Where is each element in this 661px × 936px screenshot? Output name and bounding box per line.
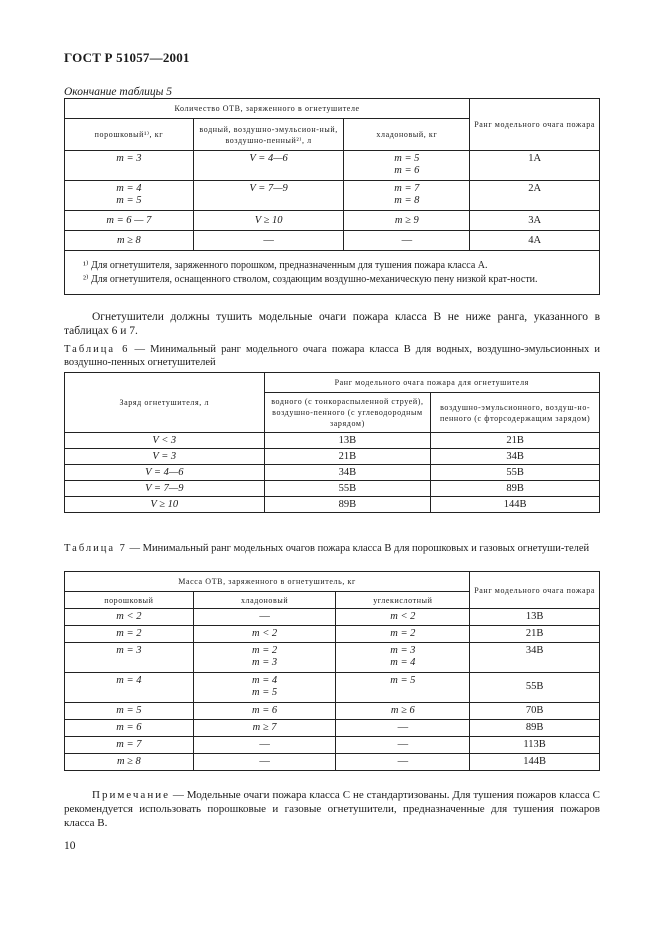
note-text: — Модельные очаги пожара класса С не стандартизованы. Для тушения пожаров класса С рекомендуется использовать порошковые и газовые огнетушители, предназначенные для тушения пожаров класса В. — [64, 789, 600, 829]
table6-group-header: Ранг модельного очага пожара для огнетушителя — [264, 373, 599, 393]
table-row — [65, 754, 600, 771]
note-paragraph — [64, 788, 600, 830]
table6-caption — [64, 343, 600, 369]
table-row — [65, 626, 600, 643]
table7-cell: m ≥ 6 — [336, 703, 470, 720]
table6-caption-text: — Минимальный ранг модельного очага пожара класса В для водных, воздушно-эмульсионных и воздушно-пенных огнетушителей — [64, 344, 600, 368]
footnote-2: ²⁾ Для огнетушителя, оснащенного стволом, создающим воздушно-механическую пену низкой крат-ности. — [83, 273, 538, 285]
table-row — [65, 231, 600, 251]
table-row — [65, 465, 600, 481]
table-row — [65, 720, 600, 737]
table5-cell: V ≥ 10 — [193, 211, 344, 231]
table6-cell: 144B — [431, 497, 600, 513]
table5-group-header: Количество ОТВ, заряженного в огнетушителе — [65, 99, 470, 119]
table6-cell: 55B — [264, 481, 431, 497]
table6-cell: V = 3 — [65, 449, 265, 465]
table6-cell: V ≥ 10 — [65, 497, 265, 513]
table-row — [65, 181, 600, 211]
table5-powder-header: порошковый¹⁾, кг — [65, 119, 194, 151]
table-row — [65, 449, 600, 465]
table7-cell: m = 2 m = 3 — [193, 643, 336, 673]
table6-emulsion-header: воздушно-эмульсионного, воздуш-но-пенного (с фторсодержащим зарядом) — [431, 393, 600, 433]
table5-footnotes — [65, 251, 600, 295]
table6-water-header: водного (с тонкораспыленной струей), воздушно-пенного (с углеводородным зарядом) — [264, 393, 431, 433]
table7-cell: m = 2 — [65, 626, 194, 643]
page-number: 10 — [64, 840, 76, 852]
table5-cell: V = 7—9 — [193, 181, 344, 211]
table7-cell: m = 7 — [65, 737, 194, 754]
footnote-1: ¹⁾ Для огнетушителя, заряженного порошком, предназначенным для тушения пожара класса А. — [83, 259, 488, 271]
table6-cell: V = 7—9 — [65, 481, 265, 497]
table5-cell: — — [193, 231, 344, 251]
table7-cell: — — [336, 737, 470, 754]
table5-cell: 2A — [470, 181, 600, 211]
table5-cell: m = 5 m = 6 — [344, 151, 470, 181]
table-row — [65, 151, 600, 181]
table7-cell: m = 4 m = 5 — [193, 673, 336, 703]
table7-cell: 55B — [470, 673, 600, 703]
table7-cell: — — [193, 609, 336, 626]
table7-caption-label: Таблица 7 — [64, 543, 127, 554]
table5-cell: m = 3 — [65, 151, 194, 181]
table7-rank-header: Ранг модельного очага пожара — [470, 572, 600, 609]
table6-cell: 89B — [431, 481, 600, 497]
table7-co2-header: углекислотный — [336, 592, 470, 609]
table-row — [65, 497, 600, 513]
table-row — [65, 609, 600, 626]
table6-cell: 13B — [264, 433, 431, 449]
table7-cell: 70B — [470, 703, 600, 720]
table-row — [65, 643, 600, 673]
table7-cell: m < 2 — [336, 609, 470, 626]
table5-cell: m ≥ 9 — [344, 211, 470, 231]
table5-cell: 4A — [470, 231, 600, 251]
table7-powder-header: порошковый — [65, 592, 194, 609]
table7-cell: — — [193, 737, 336, 754]
table5-halon-header: хладоновый, кг — [344, 119, 470, 151]
table5-cell: 1A — [470, 151, 600, 181]
table-5 — [64, 98, 600, 295]
table7-cell: m < 2 — [193, 626, 336, 643]
table-row — [65, 737, 600, 754]
table6-cell: 34B — [431, 449, 600, 465]
table-row — [65, 433, 600, 449]
table7-cell: 21B — [470, 626, 600, 643]
table6-caption-label: Таблица 6 — [64, 344, 130, 355]
table7-cell: — — [193, 754, 336, 771]
table5-cell: m = 4 m = 5 — [65, 181, 194, 211]
table7-cell: m = 4 — [65, 673, 194, 703]
table7-cell: m ≥ 7 — [193, 720, 336, 737]
table6-cell: 89B — [264, 497, 431, 513]
table-row — [65, 703, 600, 720]
table-row — [65, 481, 600, 497]
table7-cell: m = 6 — [65, 720, 194, 737]
table-row — [65, 211, 600, 231]
table7-cell: 113B — [470, 737, 600, 754]
table-6 — [64, 372, 600, 513]
table7-cell: 144B — [470, 754, 600, 771]
table5-cell: — — [344, 231, 470, 251]
table7-cell: m = 2 — [336, 626, 470, 643]
table6-cell: 21B — [264, 449, 431, 465]
table7-cell: 89B — [470, 720, 600, 737]
table7-cell: 13B — [470, 609, 600, 626]
table7-cell: — — [336, 720, 470, 737]
table6-cell: V = 4—6 — [65, 465, 265, 481]
table5-cell: 3A — [470, 211, 600, 231]
table7-cell: m = 5 — [65, 703, 194, 720]
table5-cell: m = 7 m = 8 — [344, 181, 470, 211]
table5-cell: m = 6 — 7 — [65, 211, 194, 231]
table7-cell: m = 3 m = 4 — [336, 643, 470, 673]
table5-cell: V = 4—6 — [193, 151, 344, 181]
document-header: ГОСТ Р 51057—2001 — [64, 50, 190, 65]
table7-cell: 34B — [470, 643, 600, 673]
table7-cell: m ≥ 8 — [65, 754, 194, 771]
table7-caption — [64, 542, 600, 555]
table5-rank-header: Ранг модельного очага пожара — [470, 99, 600, 151]
note-label: Примечание — [92, 789, 170, 801]
table-continuation-label: Окончание таблицы 5 — [64, 86, 172, 98]
table5-cell: m ≥ 8 — [65, 231, 194, 251]
table5-water-header: водный, воздушно-эмульсион-ный, воздушно-пенный²⁾, л — [193, 119, 344, 151]
table-row — [65, 673, 600, 703]
table7-cell: m = 5 — [336, 673, 470, 703]
table7-group-header: Масса ОТВ, заряженного в огнетушитель, кг — [65, 572, 470, 592]
table7-halon-header: хладоновый — [193, 592, 336, 609]
table7-cell: m < 2 — [65, 609, 194, 626]
body-paragraph: Огнетушители должны тушить модельные очаги пожара класса В не ниже ранга, указанного в таблицах 6 и 7. — [64, 311, 600, 337]
table6-cell: 34B — [264, 465, 431, 481]
table7-caption-text: — Минимальный ранг модельных очагов пожара класса В для порошковых и газовых огнетуши-телей — [126, 543, 590, 554]
table6-charge-header: Заряд огнетушителя, л — [65, 373, 265, 433]
table7-cell: — — [336, 754, 470, 771]
table6-cell: 55B — [431, 465, 600, 481]
table6-cell: 21B — [431, 433, 600, 449]
table6-cell: V < 3 — [65, 433, 265, 449]
table-7 — [64, 571, 600, 771]
table7-cell: m = 3 — [65, 643, 194, 673]
table7-cell: m = 6 — [193, 703, 336, 720]
